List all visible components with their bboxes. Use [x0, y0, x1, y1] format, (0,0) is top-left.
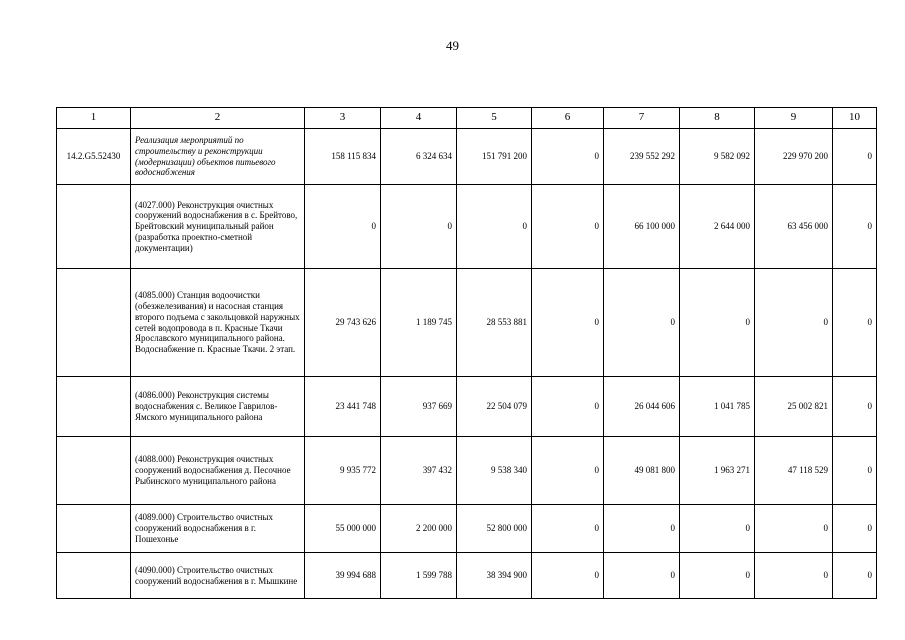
cell-value: 0	[532, 377, 604, 437]
cell-value: 0	[680, 269, 755, 377]
cell-value: 0	[604, 553, 680, 599]
column-header: 3	[305, 108, 381, 129]
row-name: Реализация мероприятий по строительству и реконструкции (модернизации) объектов питьевого водоснабжения	[131, 129, 305, 185]
cell-value: 0	[833, 377, 877, 437]
row-code	[57, 437, 131, 505]
cell-value: 25 002 821	[755, 377, 833, 437]
table-row	[57, 129, 877, 185]
row-code	[57, 505, 131, 553]
cell-value: 0	[755, 553, 833, 599]
column-header: 2	[131, 108, 305, 129]
cell-value: 9 538 340	[457, 437, 532, 505]
cell-value: 55 000 000	[305, 505, 381, 553]
cell-value: 63 456 000	[755, 185, 833, 269]
page-number: 49	[446, 38, 459, 53]
cell-value: 39 994 688	[305, 553, 381, 599]
cell-value: 38 394 900	[457, 553, 532, 599]
row-code	[57, 269, 131, 377]
row-name: (4088.000) Реконструкция очистных сооружений водоснабжения д. Песочное Рыбинского муниципального района	[131, 437, 305, 505]
table-row	[57, 269, 877, 377]
cell-value: 2 200 000	[381, 505, 457, 553]
cell-value: 229 970 200	[755, 129, 833, 185]
row-code	[57, 553, 131, 599]
cell-value: 9 582 092	[680, 129, 755, 185]
row-name: (4085.000) Станция водоочистки (обезжелезивания) и насосная станция второго подъема с закольцовкой наружных сетей водопровода в п. Красные Ткачи Ярославского муниципального района. Водоснабжение п. Красные Ткачи. 2 этап.	[131, 269, 305, 377]
cell-value: 0	[680, 505, 755, 553]
cell-value: 1 189 745	[381, 269, 457, 377]
cell-value: 28 553 881	[457, 269, 532, 377]
cell-value: 0	[833, 185, 877, 269]
cell-value: 2 644 000	[680, 185, 755, 269]
cell-value: 937 669	[381, 377, 457, 437]
cell-value: 239 552 292	[604, 129, 680, 185]
column-header: 9	[755, 108, 833, 129]
cell-value: 0	[833, 553, 877, 599]
cell-value: 158 115 834	[305, 129, 381, 185]
cell-value: 26 044 606	[604, 377, 680, 437]
column-header: 7	[604, 108, 680, 129]
cell-value: 1 041 785	[680, 377, 755, 437]
cell-value: 6 324 634	[381, 129, 457, 185]
cell-value: 0	[532, 553, 604, 599]
column-header: 4	[381, 108, 457, 129]
table-row	[57, 505, 877, 553]
column-header: 10	[833, 108, 877, 129]
cell-value: 29 743 626	[305, 269, 381, 377]
row-name: (4089.000) Строительство очистных сооружений водоснабжения в г. Пошехонье	[131, 505, 305, 553]
column-header: 6	[532, 108, 604, 129]
cell-value: 47 118 529	[755, 437, 833, 505]
cell-value: 0	[755, 269, 833, 377]
cell-value: 1 599 788	[381, 553, 457, 599]
cell-value: 0	[833, 269, 877, 377]
cell-value: 0	[532, 505, 604, 553]
table-row	[57, 377, 877, 437]
cell-value: 49 081 800	[604, 437, 680, 505]
table-row	[57, 437, 877, 505]
cell-value: 23 441 748	[305, 377, 381, 437]
cell-value: 0	[680, 553, 755, 599]
row-name: (4027.000) Реконструкция очистных сооружений водоснабжения в с. Брейтово, Брейтовский муниципальный район (разработка проектно-сметной документации)	[131, 185, 305, 269]
cell-value: 22 504 079	[457, 377, 532, 437]
cell-value: 9 935 772	[305, 437, 381, 505]
cell-value: 0	[755, 505, 833, 553]
cell-value: 0	[457, 185, 532, 269]
table-header-row	[57, 108, 877, 129]
cell-value: 397 432	[381, 437, 457, 505]
cell-value: 0	[532, 185, 604, 269]
row-code	[57, 377, 131, 437]
row-name: (4086.000) Реконструкция системы водоснабжения с. Великое Гаврилов-Ямского муниципального района	[131, 377, 305, 437]
row-code	[57, 185, 131, 269]
cell-value: 0	[833, 505, 877, 553]
cell-value: 0	[305, 185, 381, 269]
row-name: (4090.000) Строительство очистных сооружений водоснабжения в г. Мышкине	[131, 553, 305, 599]
row-code: 14.2.G5.52430	[57, 129, 131, 185]
table-row	[57, 553, 877, 599]
cell-value: 0	[532, 129, 604, 185]
budget-table	[56, 107, 877, 599]
cell-value: 0	[381, 185, 457, 269]
cell-value: 52 800 000	[457, 505, 532, 553]
cell-value: 0	[833, 129, 877, 185]
cell-value: 0	[833, 437, 877, 505]
column-header: 1	[57, 108, 131, 129]
column-header: 5	[457, 108, 532, 129]
column-header: 8	[680, 108, 755, 129]
cell-value: 0	[604, 269, 680, 377]
cell-value: 0	[532, 437, 604, 505]
cell-value: 0	[604, 505, 680, 553]
cell-value: 66 100 000	[604, 185, 680, 269]
table-row	[57, 185, 877, 269]
cell-value: 151 791 200	[457, 129, 532, 185]
cell-value: 1 963 271	[680, 437, 755, 505]
cell-value: 0	[532, 269, 604, 377]
